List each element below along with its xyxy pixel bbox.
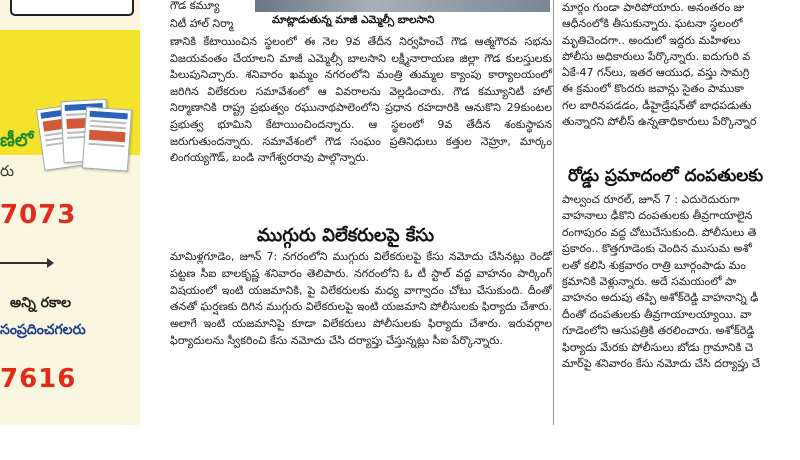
text-line: ఫిర్యాదు మేరకు పోలీసులు బోడు గ్రామానికి చె <box>562 340 754 354</box>
text-line: రంగాపురం వద్ద చోటుచేసుకుంది. పోలీసులు తె <box>562 225 757 239</box>
article2-body: మామిళ్లగూడెం, జూన్ 7: నగరంలోని ముగ్గురు విలేకరులపై కేసు నమోదు చేసినట్లు రెండో పట్టణ సీఐ బాలకృష్ణ శనివారం తెలిపారు. నగరంలోని ఓ టీ స్టాల్ వద్ద వాహనం పార్కింగ్ విషయంలో ఇంటి యజమానికి, పై విలేకరులకు మధ్య వాగ్వాదం చోటు చేసుకుంది. దీంతో తనతో ఘర్షణకు దిగిన ముగ్గురు విలేకరులపై ఇంటి యజమాని పోలీసులకు ఫిర్యాదు చేశారు. అలాగే ఇంటి యజమానిపై కూడా విలేకరులు పోలీసులకు ఫిర్యాదు చేశారు. ఇరువర్గాల ఫిర్యాదులను స్వీకరించి కేసు నమోదు చేసి దర్యాప్తు చేస్తున్నట్లు సీఐ పేర్కొన్నారు. <box>170 250 552 347</box>
text-line: గల బారినపడడం, డీహైడ్రేషన్‌తో బాధపడుతు <box>562 98 752 112</box>
article-column-right <box>562 0 800 425</box>
article-photo <box>255 0 550 12</box>
ad-tagline-2: రు <box>0 162 15 180</box>
newspaper-stack-image <box>40 98 130 178</box>
article-column-middle <box>162 0 552 425</box>
article1-frag-1: గౌడ కమ్యూ <box>170 0 220 12</box>
column-divider <box>553 0 554 425</box>
text-line: తున్నారని పోలీస్ ఉన్నతాధికారులు పేర్కొన్నార <box>562 115 757 129</box>
article3-body <box>562 192 800 372</box>
text-line: లతో కలిసి శుక్రవారం రాత్రి బూర్గంపాడు మం <box>562 258 746 272</box>
ad-line-a: అన్ని రకాల <box>10 295 72 311</box>
article3-continued <box>562 0 800 130</box>
ad-phone-2: 7616 <box>0 364 77 394</box>
text-line: ఆధీనంలోకి తీసుకున్నారు. ఘటనా స్థలంలో <box>562 17 743 31</box>
text-line: క్రమానికి వెళ్లున్నారు. అదే సమయంలో పా <box>562 275 737 289</box>
ad-top-box <box>10 0 134 16</box>
text-line: పోలీసు అధికారులు పేర్కొన్నారు. ఐదుగురి వ <box>562 49 751 63</box>
photo-caption: మాట్లాడుతున్న మాజీ ఎమ్మెల్సీ బాలసాని <box>272 14 435 26</box>
text-line: గూడెంలోని ఆసుపత్రికి తరలించారు. అశోక్‌రెడ్డి <box>562 324 755 338</box>
text-line: ఏకే-47 గన్‌లు, ఇతర ఆయుధ, వస్తు సామగ్రి <box>562 66 750 80</box>
ad-tagline: ణీలో <box>0 130 34 151</box>
ad-line-b: సంప్రదించగలరు <box>0 322 86 338</box>
text-line: ఈ క్రమంలో కొందరు జవాన్లు సైతం పాముకా <box>562 82 744 96</box>
text-line: మార్‌పై శనివారం కేసు నమోదు చేసి దర్యాప్తు చే <box>562 357 761 371</box>
text-line: ప్రకారం.. కొత్తగూడెంకు చెందిన ముసుమ అశో <box>562 242 752 256</box>
article2-headline: ముగ్గురు విలేకరులపై కేసు <box>257 225 435 246</box>
article1-body: ణానికి కేటాయించిన స్థలంలో ఈ నెల 9వ తేదీన నిర్వహించే గౌడ ఆత్మగౌరవ సభను విజయవంతం చేయాలని మాజీ ఎమ్మెల్సీ బాలసాని లక్ష్మీనారాయణ జిల్లా గౌడ కులస్తులకు పిలుపునిచ్చారు. శనివారం ఖమ్మం నగరంలోని మంత్రి తుమ్మల క్యాంపు కార్యాలయంలో జరిగిన విలేకరుల సమావేశంలో ఆ వివరాలను వెల్లడించారు. గౌడ కమ్యూనిటీ హాల్ నిర్మాణానికి రాష్ట్ర ప్రభుత్వం రఘునాథపాలెంలోని ప్రధాన రహదారికి ఆనుకొని 29కుంటల ప్రభుత్వ భూమిని కేటాయించిందన్నారు. ఆ స్థలంలో 9వ తేదీన శంకుస్థాపన జరుగుతుందన్నారు. సమావేశంలో గౌడ సంఘం ప్రతినిధులు కత్తుల నెహ్రూ, మార్కం లింగయ్యగౌడ్, బండి నాగేశ్వరరావు పాల్గొన్నారు. <box>170 35 552 165</box>
text-line: వాహనాలు ఢీకొని దంపతులకు తీవ్రగాయాలైన <box>562 209 753 223</box>
text-line: దీంతో దంపతులకు తీవ్రగాయాలయ్యాయి. వా <box>562 307 752 321</box>
article3-headline: రోడ్డు ప్రమాదంలో దంపతులకు <box>568 166 764 186</box>
text-line: మార్గం గుండా పారిపోయారు. అనంతరం జు <box>562 1 745 14</box>
arrow-right-icon <box>0 262 50 264</box>
text-line: పాల్వంచ రూరల్, జూన్ 7 : ఎదురెదురుగా <box>562 193 740 206</box>
ad-phone-1: 7073 <box>0 200 77 230</box>
text-line: వాహనం అదుపు తప్పి అశోక్‌రెడ్డి వాహనాన్ని ఢీ <box>562 291 759 305</box>
advertisement-panel <box>0 0 140 425</box>
article1-frag-2: నిటీ హాల్ నిర్మా <box>170 17 234 30</box>
text-line: మృతిచెందగా.. అందులో ఇద్దరు మహిళలు <box>562 33 741 47</box>
